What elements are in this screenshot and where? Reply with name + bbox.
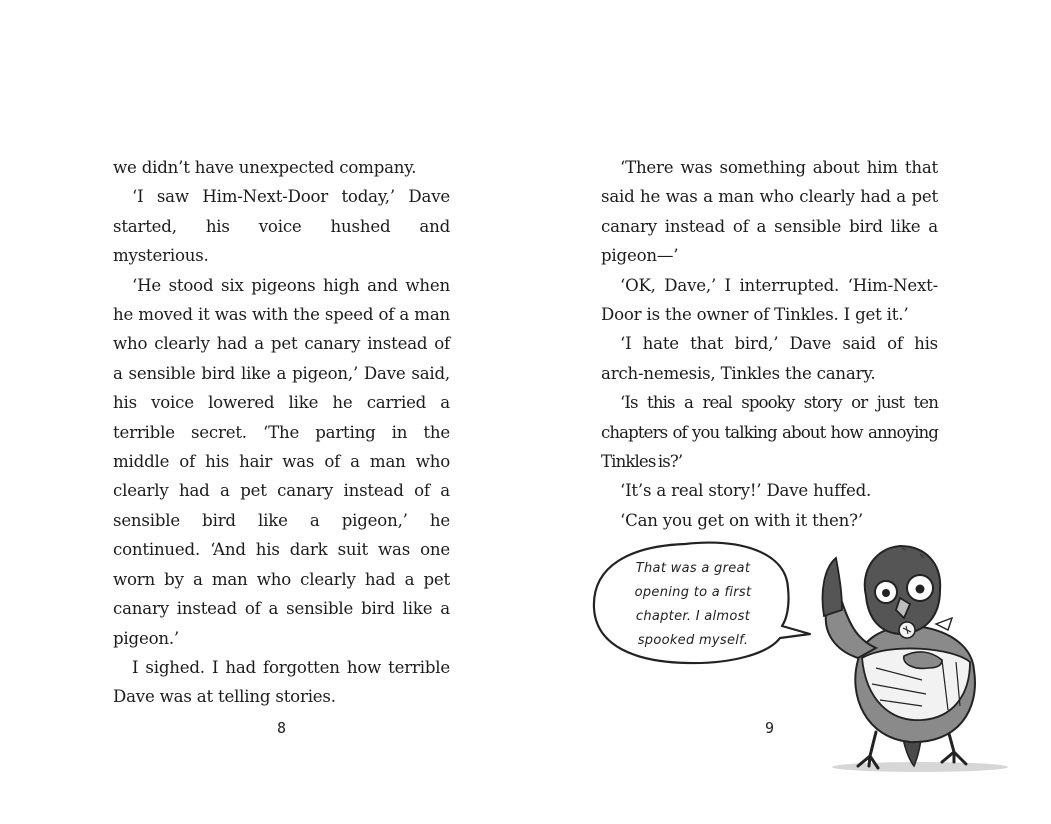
speech-line: spooked myself. — [637, 633, 749, 648]
paragraph: ‘Is this a real spooky story or just ten chapters of you talking about how annoying Tinkles is?’ — [601, 393, 938, 472]
speech-line: chapter. I almost — [635, 609, 751, 624]
pigeon-character — [823, 546, 1009, 772]
paragraph: we didn’t have unexpected company. — [113, 158, 417, 177]
left-page — [0, 0, 525, 824]
paragraph: ‘I saw Him-Next-Door today,’ Dave started, his voice hushed and mysterious. — [113, 187, 450, 266]
paragraph: ‘There was something about him that said he was a man who clearly had a pet canary instead of a sensible bird like a pigeon—’ — [601, 158, 938, 266]
right-page-text — [601, 153, 938, 535]
paragraph: I sighed. I had forgotten how terrible Dave was at telling stories. — [113, 657, 450, 707]
paragraph: ‘He stood six pigeons high and when he moved it was with the speed of a man who clearly had a pet canary instead of a sensible bird like a pigeon,’ Dave said, his voice lowered like he carried a terrible secret. ‘The parting in the middle of his hair was of a man who clearly had a pet canary instead of a sensible bird like a pigeon,’ he continued. ‘And his dark suit was one worn by a man who clearly had a pet canary instead of a sensible bird like a pigeon.’ — [113, 275, 450, 648]
paragraph: ‘I hate that bird,’ Dave said of his arch-nemesis, Tinkles the canary. — [601, 334, 938, 383]
left-page-text — [113, 153, 450, 712]
speech-bubble-text — [619, 557, 767, 653]
paragraph: ‘OK, Dave,’ I interrupted. ‘Him-Next-Door is the owner of Tinkles. I get it.’ — [601, 275, 938, 325]
speech-line: opening to a first — [634, 585, 752, 600]
paragraph: ‘Can you get on with it then?’ — [620, 510, 863, 530]
page-number: 9 — [765, 719, 775, 737]
speech-line: That was a great — [635, 561, 751, 576]
paragraph: ‘It’s a real story!’ Dave huffed. — [620, 481, 872, 501]
page-number: 8 — [277, 719, 287, 737]
